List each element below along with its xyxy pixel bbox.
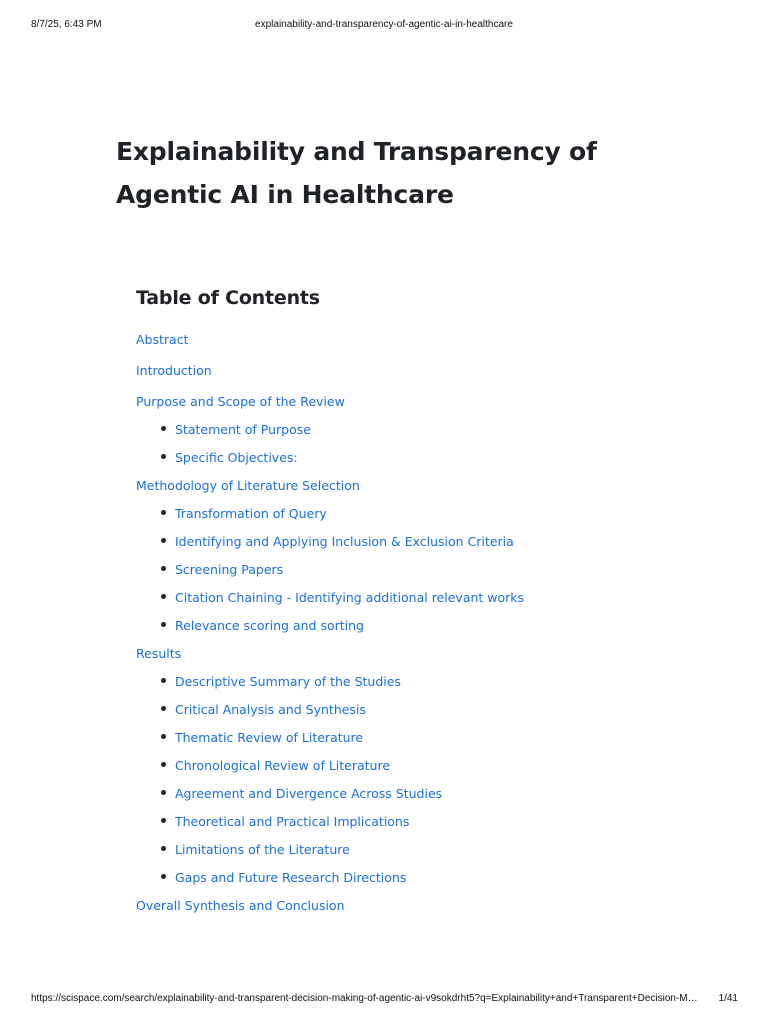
print-date: 8/7/25, 6:43 PM [31, 19, 102, 30]
print-header [0, 19, 768, 33]
toc-link-abstract[interactable]: Abstract [136, 332, 189, 347]
page-number: 1/41 [718, 993, 738, 1004]
bullet-icon [161, 594, 166, 599]
bullet-icon [161, 762, 166, 767]
bullet-icon [161, 818, 166, 823]
toc-sublink-statement-of-purpose[interactable]: Statement of Purpose [175, 422, 311, 437]
bullet-icon [161, 454, 166, 459]
toc-link-results[interactable]: Results [136, 646, 182, 661]
toc-heading: Table of Contents [136, 287, 320, 309]
print-url: https://scispace.com/search/explainability-and-transparent-decision-making-of-agentic-ai-v9sokdrht5?q=Explainability+and+Transparent+Decision-M… [31, 993, 698, 1004]
toc-sublink-citation-chaining-identifying-additional-relevant-works[interactable]: Citation Chaining - Identifying additional relevant works [175, 590, 525, 605]
toc-subitem [136, 807, 696, 835]
toc-subitem [136, 779, 696, 807]
toc-sublink-relevance-scoring-and-sorting[interactable]: Relevance scoring and sorting [175, 618, 364, 633]
toc-sublink-limitations-of-the-literature[interactable]: Limitations of the Literature [175, 842, 350, 857]
toc-sublink-agreement-and-divergence-across-studies[interactable]: Agreement and Divergence Across Studies [175, 786, 443, 801]
toc-sublink-screening-papers[interactable]: Screening Papers [175, 562, 284, 577]
toc-sublink-thematic-review-of-literature[interactable]: Thematic Review of Literature [175, 730, 364, 745]
toc-sublink-transformation-of-query[interactable]: Transformation of Query [175, 506, 327, 521]
bullet-icon [161, 510, 166, 515]
toc-subitem [136, 555, 696, 583]
toc-sublink-descriptive-summary-of-the-studies[interactable]: Descriptive Summary of the Studies [175, 674, 401, 689]
toc-subitem [136, 583, 696, 611]
toc-section [136, 360, 696, 381]
toc-subitem [136, 415, 696, 443]
bullet-icon [161, 874, 166, 879]
bullet-icon [161, 790, 166, 795]
toc-list [136, 329, 696, 916]
toc-sublink-gaps-and-future-research-directions[interactable]: Gaps and Future Research Directions [175, 870, 407, 885]
toc-section [136, 329, 696, 350]
toc-sublist [136, 499, 696, 639]
toc-subitem [136, 499, 696, 527]
toc-subitem [136, 751, 696, 779]
toc-section [136, 643, 696, 891]
bullet-icon [161, 426, 166, 431]
toc-subitem [136, 667, 696, 695]
bullet-icon [161, 706, 166, 711]
toc-sublink-critical-analysis-and-synthesis[interactable]: Critical Analysis and Synthesis [175, 702, 366, 717]
toc-link-methodology-of-literature-selection[interactable]: Methodology of Literature Selection [136, 478, 360, 493]
toc-link-introduction[interactable]: Introduction [136, 363, 212, 378]
toc-section [136, 475, 696, 639]
toc-subitem [136, 695, 696, 723]
toc-sublist [136, 415, 696, 471]
toc-sublist [136, 667, 696, 891]
toc-sublink-chronological-review-of-literature[interactable]: Chronological Review of Literature [175, 758, 391, 773]
bullet-icon [161, 538, 166, 543]
toc-subitem [136, 443, 696, 471]
bullet-icon [161, 566, 166, 571]
toc-subitem [136, 863, 696, 891]
toc-sublink-identifying-and-applying-inclusion-exclusion-criteria[interactable]: Identifying and Applying Inclusion & Exclusion Criteria [175, 534, 514, 549]
toc-section [136, 895, 696, 916]
bullet-icon [161, 678, 166, 683]
bullet-icon [161, 734, 166, 739]
toc-subitem [136, 723, 696, 751]
bullet-icon [161, 846, 166, 851]
print-footer [0, 993, 768, 1007]
toc-link-purpose-and-scope-of-the-review[interactable]: Purpose and Scope of the Review [136, 394, 345, 409]
bullet-icon [161, 622, 166, 627]
toc-subitem [136, 527, 696, 555]
table-of-contents [136, 283, 696, 916]
toc-subitem [136, 611, 696, 639]
toc-link-overall-synthesis-and-conclusion[interactable]: Overall Synthesis and Conclusion [136, 898, 345, 913]
print-page-title: explainability-and-transparency-of-agentic-ai-in-healthcare [255, 19, 513, 30]
toc-subitem [136, 835, 696, 863]
document-title: Explainability and Transparency of Agentic AI in Healthcare [116, 137, 597, 209]
toc-section [136, 391, 696, 471]
toc-sublink-theoretical-and-practical-implications[interactable]: Theoretical and Practical Implications [175, 814, 410, 829]
toc-sublink-specific-objectives[interactable]: Specific Objectives: [175, 450, 298, 465]
